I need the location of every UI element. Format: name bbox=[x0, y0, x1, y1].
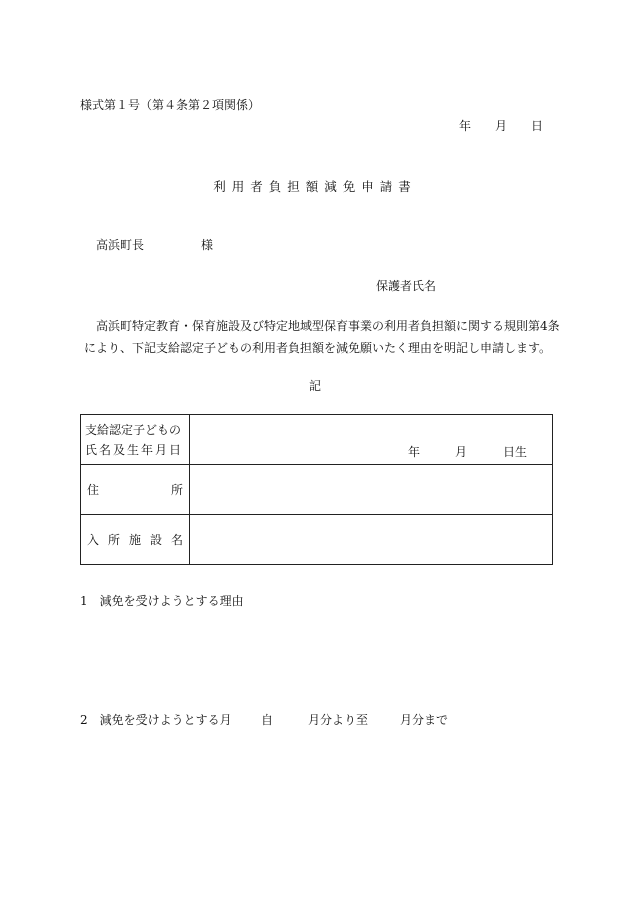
facility-label-char: 所 bbox=[107, 533, 120, 547]
birth-day-label: 日生 bbox=[503, 445, 528, 459]
address-label-cell bbox=[81, 465, 190, 515]
address-value-cell[interactable] bbox=[190, 465, 553, 515]
reason-section-heading: 1 減免を受けようとする理由 bbox=[80, 594, 244, 608]
child-value-cell[interactable] bbox=[190, 415, 553, 465]
ki-heading: 記 bbox=[308, 379, 321, 393]
facility-row bbox=[81, 515, 553, 565]
facility-label-char: 名 bbox=[170, 533, 183, 547]
child-label-line-1: 支給認定子どもの bbox=[85, 422, 182, 437]
date-month-label: 月 bbox=[495, 119, 508, 133]
addressee: 高浜町長 bbox=[96, 238, 145, 252]
address-label-a: 住 bbox=[87, 483, 100, 497]
guardian-name-label: 保護者氏名 bbox=[376, 279, 437, 293]
months-prefix: 2 減免を受けようとする月 bbox=[80, 713, 232, 727]
child-label-line-2: 氏名及生年月日 bbox=[85, 442, 184, 457]
months-mid-label: 月分より至 bbox=[308, 713, 369, 727]
child-row bbox=[81, 415, 553, 465]
months-from-label: 自 bbox=[261, 713, 274, 727]
facility-label-cell bbox=[81, 515, 190, 565]
address-label-b: 所 bbox=[170, 483, 183, 497]
addressee-suffix: 様 bbox=[201, 238, 214, 252]
body-text-line-1: 高浜町特定教育・保育施設及び特定地域型保育事業の利用者負担額に関する規則第4条 bbox=[96, 319, 560, 333]
body-text-line-2: により、下記支給認定子どもの利用者負担額を減免願いたく理由を明記し申請します。 bbox=[84, 341, 552, 355]
birth-month-label: 月 bbox=[455, 445, 468, 459]
date-day-label: 日 bbox=[531, 119, 544, 133]
info-table bbox=[80, 414, 553, 565]
birth-year-label: 年 bbox=[408, 445, 421, 459]
child-label-cell bbox=[81, 415, 190, 465]
date-year-label: 年 bbox=[459, 119, 472, 133]
facility-value-cell[interactable] bbox=[190, 515, 553, 565]
facility-label-char: 設 bbox=[149, 533, 162, 547]
address-row bbox=[81, 465, 553, 515]
form-number: 様式第１号（第４条第２項関係） bbox=[80, 98, 261, 112]
facility-label-char: 施 bbox=[128, 533, 141, 547]
facility-label-char: 入 bbox=[87, 533, 100, 547]
months-end-label: 月分まで bbox=[400, 713, 449, 727]
document-title: 利用者負担額減免申請書 bbox=[213, 179, 417, 194]
